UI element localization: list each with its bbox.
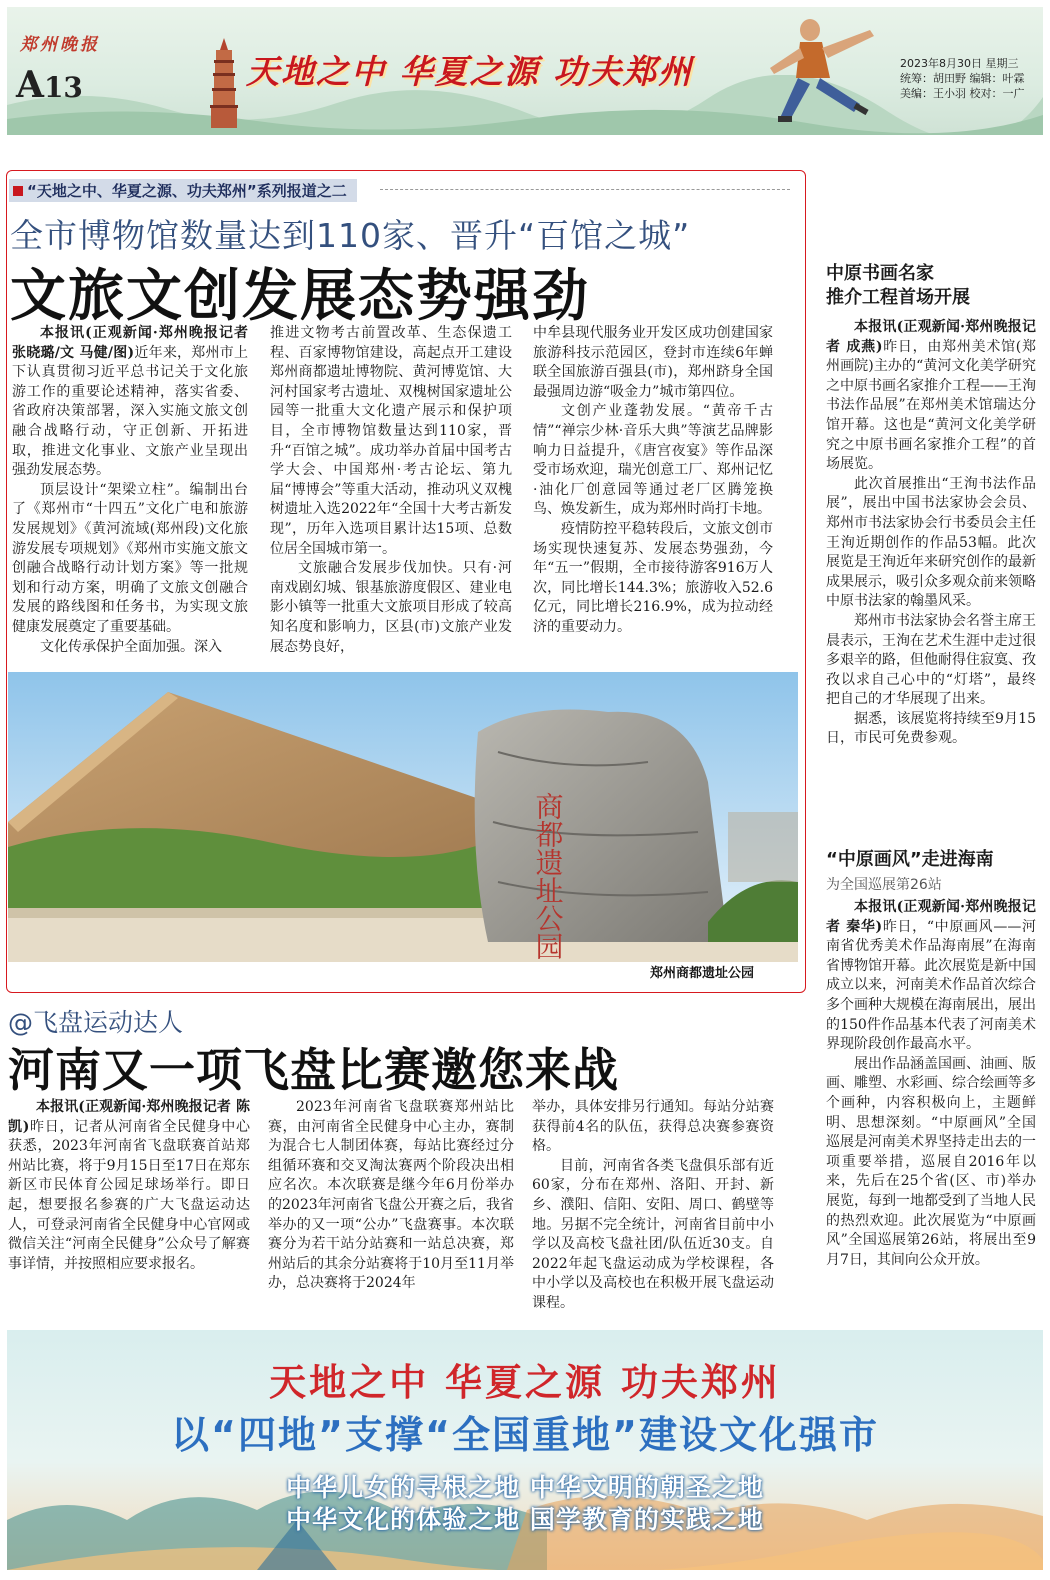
- issue-meta: [900, 56, 1025, 101]
- stone-inscription: 商都遗址公园: [531, 792, 565, 960]
- paragraph: 文创产业蓬勃发展。“黄帝千古情”“禅宗少林·音乐大典”等演艺品牌影响力日益提升，《唐宫夜宴》等作品深受市场欢迎，瑞光创意工厂、郑州记忆·油化厂创意园等通过老厂区腾笼换鸟、焕发新生，成为郑州时尚打卡地。: [533, 403, 773, 518]
- paragraph: 推进文物考古前置改革、生态保遗工程、百家博物馆建设，高起点开工建设郑州商都遗址博物院、黄河博览馆、大河村国家考古遗址、双槐树国家遗址公园等一批重大文化遗产展示和保护项目，全市博物馆数量达到110家，晋升“百馆之城”。成功举办首届中国考古学大会、中国郑州·考古论坛、第九届“博博会”等重大活动，推动巩义双槐树遗址入选2022年“全国十大考古新发现”，历年入选项目累计达15项、总数位居全国城市第一。: [270, 325, 512, 557]
- sidebar-article-2-title: “中原画风”走进海南: [826, 849, 994, 870]
- paragraph: 文化传承保护全面加强。深入: [40, 638, 222, 655]
- divider: [380, 189, 790, 190]
- staff-line: 统筹：胡田野 编辑：叶霖: [900, 72, 1025, 85]
- banner-slogan: 天地之中 华夏之源 功夫郑州: [246, 52, 693, 91]
- bottom-slogan-1: 天地之中 华夏之源 功夫郑州: [269, 1360, 781, 1404]
- feature-column-3: [533, 324, 773, 638]
- sidebar-article-2-subtitle: 为全国巡展第26站: [826, 877, 942, 893]
- photo-caption: 郑州商都遗址公园: [650, 966, 755, 981]
- frisbee-column-3: [532, 1098, 774, 1314]
- feature-subhead: 全市博物馆数量达到110家、晋升“百馆之城”: [10, 216, 691, 255]
- bottom-banner: [7, 1330, 1043, 1570]
- bottom-slogan-4: 中华文化的体验之地 国学教育的实践之地: [286, 1505, 764, 1534]
- frisbee-tag: @飞盘运动达人: [8, 1008, 184, 1037]
- frisbee-column-2: [268, 1098, 514, 1294]
- feature-column-2: [270, 324, 512, 657]
- byline: 本报讯(正观新闻·郑州晚报记者 成燕): [826, 319, 1036, 355]
- paragraph: 据悉，该展览将持续至9月15日，市民可免费参观。: [826, 710, 1036, 747]
- series-marker-icon: [13, 186, 23, 196]
- byline: 本报讯(正观新闻·郑州晚报记者 秦华): [826, 899, 1036, 935]
- paragraph: 此次首展推出“王洵书法作品展”，展出中国书法家协会会员、郑州市书法家协会行书委员会主任王洵近期创作的作品53幅。此次展览是王洵近年来研究创作的最新成果展示，吸引众多观众前来领略中原书法家的翰墨风采。: [826, 475, 1036, 610]
- staff-line: 美编：王小羽 校对：一广: [900, 87, 1025, 100]
- paragraph: 目前，河南省各类飞盘俱乐部有近60家，分布在郑州、洛阳、开封、新乡、濮阳、信阳、安阳、周口、鹤壁等地。另据不完全统计，河南省目前中小学以及高校飞盘社团/队伍近30支。自2022年起飞盘运动成为学校课程，各中小学以及高校也在积极开展飞盘运动课程。: [532, 1157, 774, 1311]
- paragraph: 中牟县现代服务业开发区成功创建国家旅游科技示范园区，登封市连续6年蝉联全国旅游百强县(市)，郑州跻身全国最强周边游“吸金力”城市第四位。: [533, 325, 773, 400]
- bottom-slogan-3: 中华儿女的寻根之地 中华文明的朝圣之地: [286, 1473, 764, 1502]
- paragraph: 展出作品涵盖国画、油画、版画、雕塑、水彩画、综合绘画等多个画种，内容积极向上，主题鲜明、思想深刻。“中原画风”全国巡展是河南美术界坚持走出去的一项重要举措，巡展自2016年以来，先后在25个省(区、市)举办展览，每到一地都受到了当地人民的热烈欢迎。此次展览为“中原画风”全国巡展第26站，将展出至9月7日，其间向公众开放。: [826, 1055, 1036, 1268]
- bottom-slogan-2: 以“四地”支撑“全国重地”建设文化强市: [171, 1413, 879, 1457]
- sidebar-article-2-body: 本报讯(正观新闻·郑州晚报记者 秦华)昨日，“中原画风——河南省优秀美术作品海南展”在海南省博物馆开幕。此次展览是新中国成立以来，河南美术作品首次综合多个画种大规模在海南展出，展出的150件作品基本代表了河南美术界现阶段创作最高水平。 展出作品涵盖国画、油画、版画、雕塑、水彩画、综合绘画等多个画种，内容积极向上，主题鲜明、思想深刻。“中原画风”全国巡展是河南美术界坚持走出去的一项重要举措，巡展自2016年以来，先后在25个省(区、市)举办展览，每到一地都受到了当地人民的热烈欢迎。此次展览为“中原画风”全国巡展第26站，将展出至9月7日，其间向公众开放。: [826, 898, 1036, 1270]
- pagoda-icon: [200, 36, 248, 128]
- feature-headline: 文旅文创发展态势强劲: [10, 264, 590, 329]
- feature-photo: [8, 672, 798, 962]
- paragraph: 举办，具体安排另行通知。每站分站赛获得前4名的队伍，获得总决赛参赛资格。: [532, 1099, 774, 1155]
- newspaper-name: 郑州晚报: [20, 35, 100, 55]
- paragraph: 疫情防控平稳转段后，文旅文创市场实现快速复苏、发展态势强劲，今年“五一”假期，全市接待游客916万人次，同比增长144.3%；旅游收入52.6亿元，同比增长216.9%，成为拉动经济的重要动力。: [533, 520, 773, 635]
- byline: 本报讯(正观新闻·郑州晚报记者 陈凯): [8, 1099, 250, 1135]
- page-number: A13: [16, 64, 83, 106]
- issue-date: 2023年8月30日 星期三: [900, 57, 1019, 70]
- feature-column-1: 本报讯(正观新闻·郑州晚报记者 张晓璐/文 马健/图)近年来，郑州市上下认真贯彻习近平总书记关于文化旅游工作的重要论述精神，落实省委、省政府决策部署，深入实施文旅文创融合战略行动，守正创新、开拓进取，推进文化事业、文旅产业呈现出强劲发展态势。 顶层设计“架梁立柱”。编制出台了《郑州市“十四五”文化广电和旅游发展规划》《黄河流域(郑州段)文化旅游发展专项规划》《郑州市实施文旅文创融合战略行动计划方案》等一批规划和行动方案，明确了文旅文创融合发展的路线图和任务书，为实现文旅健康发展奠定了重要基础。 文化传承保护全面加强。深入: [12, 324, 248, 657]
- paragraph: 郑州市书法家协会名誉主席王晨表示，王洵在艺术生涯中走过很多艰辛的路，但他耐得住寂寞、孜孜以求自己心中的“灯塔”，最终把自己的才华展现了出来。: [826, 612, 1036, 708]
- paragraph: 文旅融合发展步伐加快。只有·河南戏剧幻城、银基旅游度假区、建业电影小镇等一批重大文旅项目形成了较高知名度和影响力，区县(市)文旅产业发展态势良好，: [270, 560, 512, 655]
- paragraph: 2023年河南省飞盘联赛郑州站比赛，由河南省全民健身中心主办，赛制为混合七人制团体赛，每站比赛经过分组循环赛和交叉淘汰赛两个阶段决出相应名次。本次联赛是继今年6月份举办的2023年河南省飞盘公开赛之后，我省举办的又一项“公办”飞盘赛事。本次联赛分为若干站分站赛和一站总决赛，郑州站后的其余分站赛将于10月至11月举办，总决赛将于2024年: [268, 1099, 514, 1292]
- paragraph: 顶层设计“架梁立柱”。编制出台了《郑州市“十四五”文化广电和旅游发展规划》《黄河流域(郑州段)文化旅游发展专项规划》《郑州市实施文旅文创融合战略行动计划方案》等一批规划和行动方案，明确了文旅文创融合发展的路线图和任务书，为实现文旅健康发展奠定了重要基础。: [12, 481, 248, 635]
- frisbee-headline: 河南又一项飞盘比赛邀您来战: [8, 1043, 619, 1097]
- frisbee-column-1: 本报讯(正观新闻·郑州晚报记者 陈凯)昨日，记者从河南省全民健身中心获悉，2023年河南省飞盘联赛首站郑州站比赛，将于9月15日至17日在郑东新区市民体育公园足球场举行。即日起，想要报名参赛的广大飞盘运动达人，可登录河南省全民健身中心官网或微信关注“河南全民健身”公众号了解赛事详情，并按照相应要求报名。: [8, 1099, 251, 1272]
- sidebar-article-1-title: 中原书画名家 推介工程首场开展: [826, 263, 970, 308]
- series-tag: “天地之中、华夏之源、功夫郑州”系列报道之二: [9, 179, 357, 202]
- sidebar-article-1-body: 本报讯(正观新闻·郑州晚报记者 成燕)昨日，由郑州美术馆(郑州画院)主办的“黄河文化美学研究之中原书画名家推介工程——王洵书法作品展”在郑州美术馆瑞达分馆开幕。这也是“黄河文化美学研究之中原书画名家推介工程”的首场展览。 此次首展推出“王洵书法作品展”，展出中国书法家协会会员、郑州市书法家协会行书委员会主任王洵近期创作的作品53幅。此次展览是王洵近年来研究创作的最新成果展示，吸引众多观众前来领略中原书法家的翰墨风采。 郑州市书法家协会名誉主席王晨表示，王洵在艺术生涯中走过很多艰辛的路，但他耐得住寂寞、孜孜以求自己心中的“灯塔”，最终把自己的才华展现了出来。 据悉，该展览将持续至9月15日，市民可免费参观。: [826, 318, 1036, 749]
- byline: 本报讯(正观新闻·郑州晚报记者 张晓璐/文 马健/图): [12, 325, 248, 361]
- kungfu-figure-icon: [750, 8, 900, 128]
